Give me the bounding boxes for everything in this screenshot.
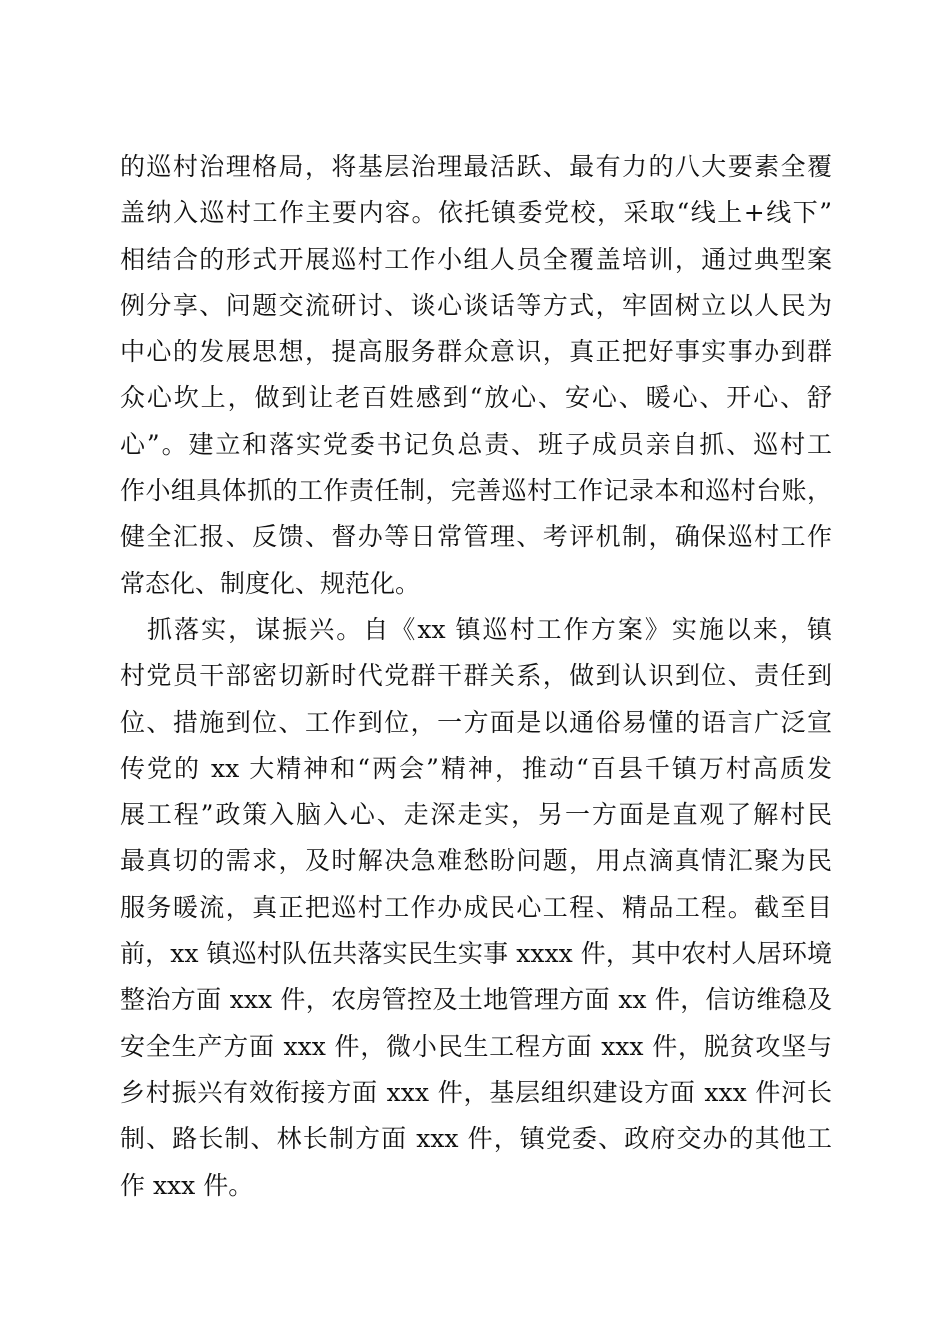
paragraph-1-line-3: 相结合的形式开展巡村工作小组人员全覆盖培训，通过典型案 xyxy=(120,244,832,274)
paragraph-1-line-1: 的巡村治理格局，将基层治理最活跃、最有力的八大要素全覆 xyxy=(120,152,832,181)
paragraph-1-line-8: 作小组具体抓的工作责任制，完善巡村工作记录本和巡村台账， xyxy=(120,476,832,506)
paragraph-2-line-6: 最真切的需求，及时解决急难愁盼问题，用点滴真情汇聚为民 xyxy=(120,846,832,876)
paragraph-2-line-10: 安全生产方面 xxx 件，微小民生工程方面 xxx 件，脱贫攻坚与 xyxy=(120,1031,832,1061)
paragraph-1-line-6: 众心坎上，做到让老百姓感到“放心、安心、暖心、开心、舒 xyxy=(120,383,832,413)
paragraph-2-line-13: 作 xxx 件。 xyxy=(120,1170,254,1200)
paragraph-2-line-2: 村党员干部密切新时代党群干群关系，做到认识到位、责任到 xyxy=(120,661,832,691)
paragraph-1-line-2: 盖纳入巡村工作主要内容。依托镇委党校，采取“线上+线下” xyxy=(120,198,832,228)
paragraph-2-line-1: 抓落实，谋振兴。自《xx 镇巡村工作方案》实施以来，镇 xyxy=(120,614,832,644)
paragraph-1-line-9: 健全汇报、反馈、督办等日常管理、考评机制，确保巡村工作 xyxy=(120,522,832,552)
paragraph-2-line-5: 展工程”政策入脑入心、走深走实，另一方面是直观了解村民 xyxy=(120,800,832,830)
paragraph-1-line-5: 中心的发展思想，提高服务群众意识，真正把好事实事办到群 xyxy=(120,337,832,367)
paragraph-2-line-11: 乡村振兴有效衔接方面 xxx 件，基层组织建设方面 xxx 件河长 xyxy=(120,1077,832,1107)
paragraph-2-line-3: 位、措施到位、工作到位，一方面是以通俗易懂的语言广泛宣 xyxy=(120,707,832,737)
paragraph-2-line-8: 前，xx 镇巡村队伍共落实民生实事 xxxx 件，其中农村人居环境 xyxy=(120,939,832,969)
paragraph-2-line-9: 整治方面 xxx 件，农房管控及土地管理方面 xx 件，信访维稳及 xyxy=(120,985,832,1015)
paragraph-1-line-4: 例分享、问题交流研讨、谈心谈话等方式，牢固树立以人民为 xyxy=(120,290,832,320)
paragraph-2-line-4: 传党的 xx 大精神和“两会”精神，推动“百县千镇万村高质发 xyxy=(120,753,832,783)
body-text xyxy=(120,144,832,1209)
paragraph-2-line-7: 服务暖流，真正把巡村工作办成民心工程、精品工程。截至目 xyxy=(120,892,832,922)
paragraph-1-line-10: 常态化、制度化、规范化。 xyxy=(120,568,421,598)
paragraph-2-line-12: 制、路长制、林长制方面 xxx 件，镇党委、政府交办的其他工 xyxy=(120,1124,832,1154)
paragraph-1-line-7: 心”。建立和落实党委书记负总责、班子成员亲自抓、巡村工 xyxy=(120,429,832,459)
